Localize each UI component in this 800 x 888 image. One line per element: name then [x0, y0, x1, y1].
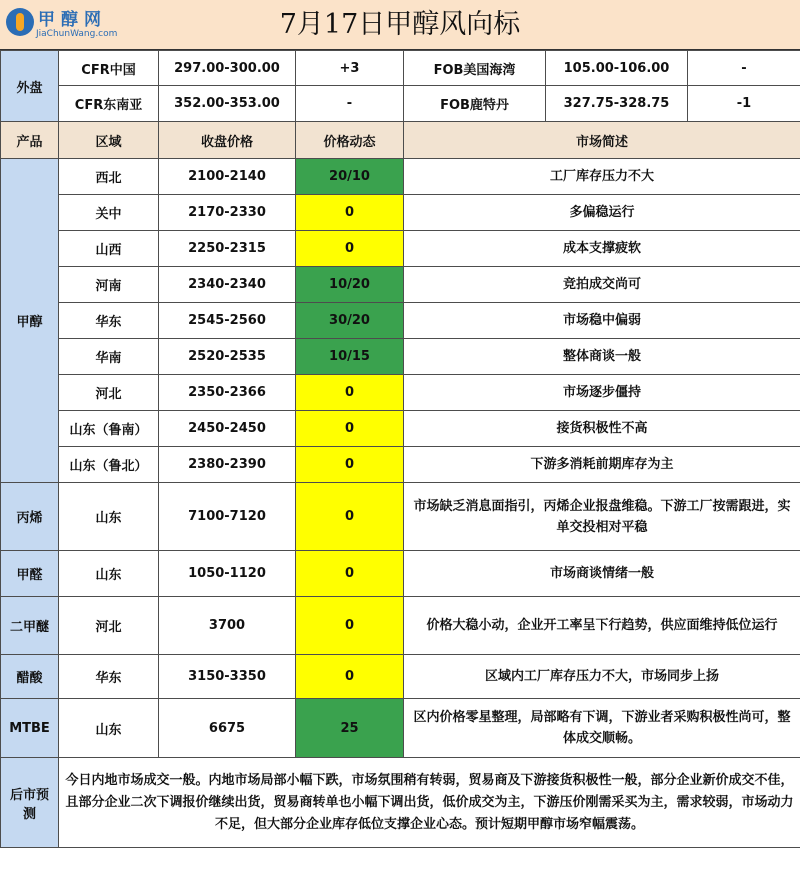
closing-price-cell: 7100-7120	[159, 483, 296, 551]
outer-left-price: 352.00-353.00	[159, 86, 296, 122]
closing-price-cell: 2100-2140	[159, 159, 296, 195]
region-cell: 华东	[59, 303, 159, 339]
outer-left-price: 297.00-300.00	[159, 51, 296, 86]
outer-left-name: CFR中国	[59, 51, 159, 86]
price-change-cell: 0	[296, 195, 404, 231]
region-cell: 河北	[59, 597, 159, 655]
forecast-row	[1, 758, 800, 848]
product-row	[1, 483, 800, 551]
closing-price-cell: 6675	[159, 699, 296, 758]
market-summary-cell: 市场缺乏消息面指引，丙烯企业报盘维稳。下游工厂按需跟进，实单交投相对平稳	[404, 483, 800, 551]
col-header-change: 价格动态	[296, 122, 404, 159]
col-header-price: 收盘价格	[159, 122, 296, 159]
outer-right-change: -	[688, 51, 800, 86]
product-name: 丙烯	[1, 483, 59, 551]
market-summary-cell: 市场逐步僵持	[404, 375, 800, 411]
product-row	[1, 195, 800, 231]
price-change-cell: 0	[296, 597, 404, 655]
product-row	[1, 447, 800, 483]
region-cell: 西北	[59, 159, 159, 195]
closing-price-cell: 2340-2340	[159, 267, 296, 303]
product-row	[1, 411, 800, 447]
col-header-summary: 市场简述	[404, 122, 800, 159]
region-cell: 华东	[59, 655, 159, 699]
closing-price-cell: 2350-2366	[159, 375, 296, 411]
outer-left-name: CFR东南亚	[59, 86, 159, 122]
product-row	[1, 303, 800, 339]
price-change-cell: 25	[296, 699, 404, 758]
product-row	[1, 267, 800, 303]
page-title: 7月17日甲醇风向标	[279, 9, 521, 40]
closing-price-cell: 3150-3350	[159, 655, 296, 699]
outer-right-name: FOB鹿特丹	[404, 86, 546, 122]
outer-right-price: 327.75-328.75	[546, 86, 688, 122]
closing-price-cell: 2545-2560	[159, 303, 296, 339]
price-change-cell: 10/20	[296, 267, 404, 303]
product-name: 甲醇	[1, 159, 59, 483]
price-change-cell: 10/15	[296, 339, 404, 375]
price-change-cell: 30/20	[296, 303, 404, 339]
region-cell: 山东	[59, 699, 159, 758]
closing-price-cell: 2250-2315	[159, 231, 296, 267]
product-name: 甲醛	[1, 551, 59, 597]
outer-right-price: 105.00-106.00	[546, 51, 688, 86]
market-summary-cell: 区域内工厂库存压力不大，市场同步上扬	[404, 655, 800, 699]
price-change-cell: 0	[296, 375, 404, 411]
outer-market-row	[1, 51, 800, 86]
product-row	[1, 551, 800, 597]
region-cell: 山东	[59, 551, 159, 597]
logo-name: 甲醇网	[38, 10, 107, 30]
price-change-cell: 0	[296, 483, 404, 551]
region-cell: 山东	[59, 483, 159, 551]
market-summary-cell: 竞拍成交尚可	[404, 267, 800, 303]
region-cell: 关中	[59, 195, 159, 231]
outer-left-change: +3	[296, 51, 404, 86]
region-cell: 山东（鲁北）	[59, 447, 159, 483]
market-summary-cell: 多偏稳运行	[404, 195, 800, 231]
closing-price-cell: 3700	[159, 597, 296, 655]
market-summary-cell: 区内价格零星整理，局部略有下调，下游业者采购积极性尚可，整体成交顺畅。	[404, 699, 800, 758]
region-cell: 华南	[59, 339, 159, 375]
region-cell: 河北	[59, 375, 159, 411]
closing-price-cell: 1050-1120	[159, 551, 296, 597]
closing-price-cell: 2380-2390	[159, 447, 296, 483]
market-summary-cell: 市场商谈情绪一般	[404, 551, 800, 597]
closing-price-cell: 2170-2330	[159, 195, 296, 231]
outer-right-name: FOB美国海湾	[404, 51, 546, 86]
product-row	[1, 159, 800, 195]
product-row	[1, 375, 800, 411]
outer-left-change: -	[296, 86, 404, 122]
price-change-cell: 0	[296, 231, 404, 267]
closing-price-cell: 2520-2535	[159, 339, 296, 375]
outer-market-label: 外盘	[1, 51, 59, 122]
market-summary-cell: 整体商谈一般	[404, 339, 800, 375]
market-summary-cell: 下游多消耗前期库存为主	[404, 447, 800, 483]
product-row	[1, 597, 800, 655]
product-name: MTBE	[1, 699, 59, 758]
region-cell: 山东（鲁南）	[59, 411, 159, 447]
market-summary-cell: 市场稳中偏弱	[404, 303, 800, 339]
product-name: 醋酸	[1, 655, 59, 699]
closing-price-cell: 2450-2450	[159, 411, 296, 447]
outer-right-change: -1	[688, 86, 800, 122]
logo-url: JiaChunWang.com	[36, 29, 118, 39]
column-header-row	[1, 122, 800, 159]
price-change-cell: 20/10	[296, 159, 404, 195]
region-cell: 山西	[59, 231, 159, 267]
market-summary-cell: 成本支撑疲软	[404, 231, 800, 267]
product-row	[1, 699, 800, 758]
product-row	[1, 655, 800, 699]
outer-market-row	[1, 86, 800, 122]
price-table	[0, 50, 800, 848]
forecast-label: 后市预测	[1, 758, 59, 848]
product-name: 二甲醚	[1, 597, 59, 655]
forecast-text: 今日内地市场成交一般。内地市场局部小幅下跌，市场氛围稍有转弱，贸易商及下游接货积极性一般，部分企业新价成交不佳，且部分企业二次下调报价继续出货，贸易商转单也小幅下调出货，低价成交为主，下游压价刚需采买为主，需求较弱，市场动力不足，但大部分企业库存低位支撑企业心态。预计短期甲醇市场窄幅震荡。	[59, 758, 800, 848]
market-summary-cell: 价格大稳小动，企业开工率呈下行趋势，供应面维持低位运行	[404, 597, 800, 655]
price-change-cell: 0	[296, 447, 404, 483]
col-header-product: 产品	[1, 122, 59, 159]
price-change-cell: 0	[296, 551, 404, 597]
price-table-body	[1, 51, 800, 848]
col-header-region: 区域	[59, 122, 159, 159]
market-summary-cell: 工厂库存压力不大	[404, 159, 800, 195]
product-row	[1, 339, 800, 375]
product-row	[1, 231, 800, 267]
region-cell: 河南	[59, 267, 159, 303]
price-change-cell: 0	[296, 411, 404, 447]
sheet-header	[0, 0, 800, 50]
market-summary-cell: 接货积极性不高	[404, 411, 800, 447]
price-change-cell: 0	[296, 655, 404, 699]
